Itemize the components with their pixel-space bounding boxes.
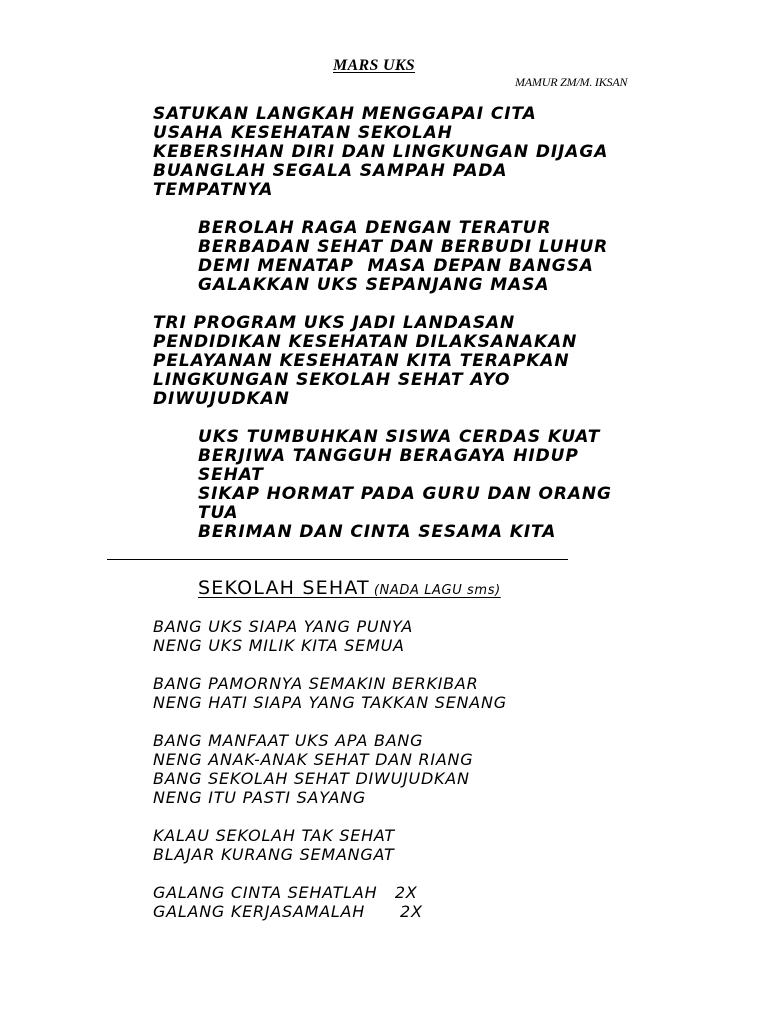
lyric-line: DEMI MENATAP MASA DEPAN BANGSA: [198, 256, 594, 276]
lyric-line: NENG ITU PASTI SAYANG: [153, 788, 367, 807]
lyric-line: PENDIDIKAN KESEHATAN DILAKSANAKAN: [153, 332, 578, 352]
stanza: [153, 731, 507, 807]
lyric-line: DIWUJUDKAN: [153, 389, 290, 409]
mars-uks-chorus-1: [198, 219, 608, 295]
lyric-line: SIKAP HORMAT PADA GURU DAN ORANG: [198, 484, 612, 504]
lyric-line: NENG UKS MILIK KITA SEMUA: [153, 636, 405, 655]
lyric-line: GALANG KERJASAMALAH 2X: [153, 902, 423, 921]
lyric-line: KEBERSIHAN DIRI DAN LINGKUNGAN DIJAGA: [153, 142, 609, 162]
mars-uks-verse-2: [153, 314, 577, 409]
stanza: [153, 617, 507, 655]
lyric-line: BANG MANFAAT UKS APA BANG: [153, 731, 424, 750]
lyric-line: SATUKAN LANGKAH MENGGAPAI CITA: [153, 104, 537, 124]
lyric-line: GALANG CINTA SEHATLAH 2X: [153, 883, 418, 902]
song-title-sekolah-sehat: [198, 577, 501, 599]
lyric-line: BANG SEKOLAH SEHAT DIWUJUDKAN: [153, 769, 470, 788]
mars-uks-chorus-2: [198, 428, 612, 542]
lyric-line: BERBADAN SEHAT DAN BERBUDI LUHUR: [198, 237, 609, 257]
lyric-line: TUA: [198, 503, 239, 523]
lyric-line: TRI PROGRAM UKS JADI LANDASAN: [153, 313, 516, 333]
song2-title-main: SEKOLAH SEHAT: [198, 577, 370, 599]
lyric-line: UKS TUMBUHKAN SISWA CERDAS KUAT: [198, 427, 601, 447]
section-divider: [107, 559, 568, 560]
lyric-line: LINGKUNGAN SEKOLAH SEHAT AYO: [153, 370, 511, 390]
lyric-line: NENG ANAK-ANAK SEHAT DAN RIANG: [153, 750, 474, 769]
lyric-line: BERIMAN DAN CINTA SESAMA KITA: [198, 522, 557, 542]
mars-uks-verse-1: [153, 105, 608, 200]
lyric-line: NENG HATI SIAPA YANG TAKKAN SENANG: [153, 693, 507, 712]
lyric-line: KALAU SEKOLAH TAK SEHAT: [153, 826, 395, 845]
stanza: [153, 674, 507, 712]
lyric-line: GALAKKAN UKS SEPANJANG MASA: [198, 275, 550, 295]
lyric-line: USAHA KESEHATAN SEKOLAH: [153, 123, 453, 143]
sekolah-sehat-lyrics: [153, 617, 507, 940]
lyric-line: BUANGLAH SEGALA SAMPAH PADA: [153, 161, 508, 181]
lyric-line: BANG PAMORNYA SEMAKIN BERKIBAR: [153, 674, 479, 693]
song2-subtitle: (NADA LAGU sms): [373, 583, 501, 598]
lyric-line: TEMPATNYA: [153, 180, 274, 200]
lyric-line: BERJIWA TANGGUH BERAGAYA HIDUP: [198, 446, 579, 466]
song-title-mars-uks: MARS UKS: [333, 57, 415, 74]
lyric-line: BANG UKS SIAPA YANG PUNYA: [153, 617, 414, 636]
lyric-line: BLAJAR KURANG SEMANGAT: [153, 845, 395, 864]
lyric-line: SEHAT: [198, 465, 264, 485]
stanza: [153, 883, 507, 921]
stanza: [153, 826, 507, 864]
song-author: MAMUR ZM/M. IKSAN: [515, 75, 628, 89]
lyric-line: BEROLAH RAGA DENGAN TERATUR: [198, 218, 552, 238]
lyric-line: PELAYANAN KESEHATAN KITA TERAPKAN: [153, 351, 570, 371]
